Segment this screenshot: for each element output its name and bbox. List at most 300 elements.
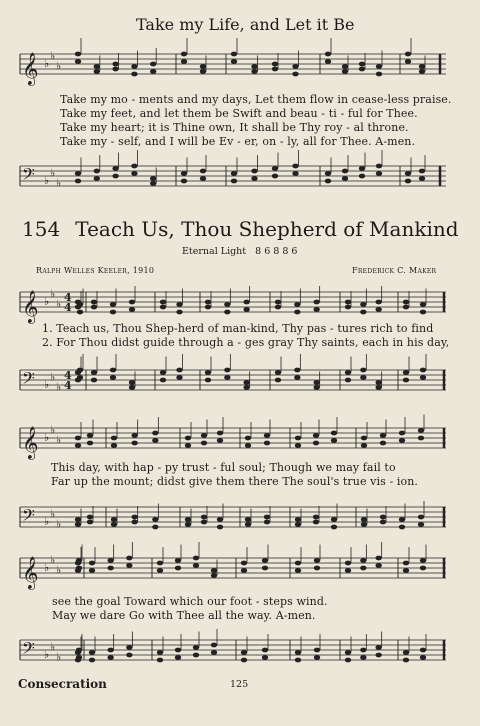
note-head xyxy=(342,69,348,74)
time-signature-top: 4 xyxy=(64,369,72,382)
flat-icon: ♭ xyxy=(50,423,56,437)
time-signature-bottom: 4 xyxy=(64,301,72,314)
note-head xyxy=(275,300,281,305)
note-head xyxy=(76,655,82,660)
note-head xyxy=(241,568,247,573)
flat-icon: ♭ xyxy=(50,49,56,63)
note-head xyxy=(418,522,424,527)
note-head xyxy=(110,375,116,380)
note-head xyxy=(75,517,81,522)
note-head xyxy=(175,655,181,660)
bass-staff-top xyxy=(0,156,480,196)
note-head xyxy=(262,566,268,571)
flat-icon: ♭ xyxy=(44,174,50,187)
flat-icon: ♭ xyxy=(44,648,50,661)
note-head xyxy=(87,515,93,520)
note-head xyxy=(77,368,83,373)
note-head xyxy=(420,648,426,653)
note-head xyxy=(403,568,409,573)
note-head xyxy=(359,166,365,171)
note-head xyxy=(126,645,132,650)
note-head xyxy=(126,556,132,561)
note-head xyxy=(181,179,187,184)
author-credit: Ralph Welles Keeler, 1910 xyxy=(36,266,155,275)
note-head xyxy=(420,655,426,660)
note-head xyxy=(360,566,366,571)
note-head xyxy=(403,305,409,310)
note-head xyxy=(359,67,365,72)
system-1-verse-2: 2. For Thou didst guide through a - ges gray Thy saints, each in his day, xyxy=(42,336,450,349)
note-head xyxy=(264,441,270,446)
note-head xyxy=(262,655,268,660)
note-head xyxy=(313,300,319,305)
note-head xyxy=(211,643,217,648)
note-head xyxy=(360,310,366,315)
note-head xyxy=(152,525,158,530)
note-head xyxy=(419,176,425,181)
flat-icon: ♭ xyxy=(44,561,50,574)
note-head xyxy=(217,517,223,522)
note-head xyxy=(111,436,117,441)
note-head xyxy=(205,378,211,383)
note-head xyxy=(380,515,386,520)
note-head xyxy=(295,658,301,663)
note-head xyxy=(131,64,137,69)
note-head xyxy=(345,305,351,310)
note-head xyxy=(262,558,268,563)
note-head xyxy=(205,305,211,310)
note-head xyxy=(152,431,158,436)
note-head xyxy=(375,385,381,390)
note-head xyxy=(345,568,351,573)
bass-clef-icon: 𝄢 xyxy=(22,368,35,392)
note-head xyxy=(405,52,411,57)
note-head xyxy=(262,648,268,653)
note-head xyxy=(77,310,83,315)
note-head xyxy=(243,300,249,305)
note-head xyxy=(331,525,337,530)
note-head xyxy=(313,515,319,520)
note-head xyxy=(331,517,337,522)
note-head xyxy=(211,650,217,655)
note-head xyxy=(131,171,137,176)
note-head xyxy=(231,171,237,176)
note-head xyxy=(359,62,365,67)
note-head xyxy=(403,650,409,655)
note-head xyxy=(112,174,118,179)
note-head xyxy=(157,658,163,663)
note-head xyxy=(418,436,424,441)
system-2-verse-1: This day, with hap - py trust - ful soul; Though we may fail to xyxy=(51,461,396,474)
bass-clef-icon: 𝄢 xyxy=(22,505,35,529)
note-head xyxy=(272,174,278,179)
note-head xyxy=(87,433,93,438)
note-head xyxy=(200,176,206,181)
note-head xyxy=(150,62,156,67)
note-head xyxy=(91,305,97,310)
note-head xyxy=(231,59,237,64)
note-head xyxy=(292,64,298,69)
note-head xyxy=(345,300,351,305)
flat-icon: ♭ xyxy=(56,297,62,311)
note-head xyxy=(157,561,163,566)
note-head xyxy=(403,561,409,566)
note-head xyxy=(111,443,117,448)
note-head xyxy=(314,566,320,571)
note-head xyxy=(420,302,426,307)
note-head xyxy=(175,558,181,563)
note-head xyxy=(359,174,365,179)
note-head xyxy=(243,307,249,312)
bass-staff-3 xyxy=(0,630,480,674)
note-head xyxy=(76,566,82,571)
note-head xyxy=(251,64,257,69)
note-head xyxy=(241,561,247,566)
note-head xyxy=(313,385,319,390)
note-head xyxy=(160,300,166,305)
note-head xyxy=(331,431,337,436)
note-head xyxy=(245,436,251,441)
note-head xyxy=(152,438,158,443)
flat-icon: ♭ xyxy=(50,370,56,384)
flat-icon: ♭ xyxy=(56,650,62,664)
note-head xyxy=(292,164,298,169)
note-head xyxy=(217,525,223,530)
note-head xyxy=(110,368,116,373)
note-head xyxy=(420,566,426,571)
note-head xyxy=(201,515,207,520)
note-head xyxy=(375,307,381,312)
note-head xyxy=(345,370,351,375)
note-head xyxy=(205,370,211,375)
verse-line-3: Take my heart; it is Thine own, It shall be Thy roy - al throne. xyxy=(60,121,409,134)
note-head xyxy=(152,517,158,522)
note-head xyxy=(201,520,207,525)
note-head xyxy=(325,179,331,184)
note-head xyxy=(175,648,181,653)
note-head xyxy=(231,52,237,57)
note-head xyxy=(129,300,135,305)
flat-icon: ♭ xyxy=(50,166,56,180)
note-head xyxy=(241,658,247,663)
note-head xyxy=(380,441,386,446)
note-head xyxy=(361,436,367,441)
note-head xyxy=(150,69,156,74)
note-head xyxy=(275,305,281,310)
note-head xyxy=(325,171,331,176)
composer-credit: Frederick C. Maker xyxy=(352,266,437,275)
note-head xyxy=(94,64,100,69)
note-head xyxy=(112,62,118,67)
note-head xyxy=(375,653,381,658)
note-head xyxy=(200,169,206,174)
note-head xyxy=(399,431,405,436)
note-head xyxy=(313,520,319,525)
bass-clef-icon: 𝄢 xyxy=(22,638,35,662)
note-head xyxy=(251,69,257,74)
note-head xyxy=(264,520,270,525)
note-head xyxy=(314,558,320,563)
note-head xyxy=(360,302,366,307)
note-head xyxy=(211,568,217,573)
note-head xyxy=(160,305,166,310)
treble-clef-icon: 𝄞 xyxy=(22,556,39,589)
note-head xyxy=(112,67,118,72)
note-head xyxy=(420,375,426,380)
note-head xyxy=(131,515,137,520)
note-head xyxy=(107,648,113,653)
note-head xyxy=(345,378,351,383)
note-head xyxy=(75,443,81,448)
system-3-verse-2: May we dare Go with Thee all the way. A-men. xyxy=(52,609,316,622)
note-head xyxy=(313,380,319,385)
treble-staff-2 xyxy=(0,418,480,462)
note-head xyxy=(294,375,300,380)
note-head xyxy=(294,310,300,315)
note-head xyxy=(176,302,182,307)
note-head xyxy=(185,517,191,522)
note-head xyxy=(294,302,300,307)
bass-staff-2 xyxy=(0,497,480,541)
note-head xyxy=(224,310,230,315)
note-head xyxy=(76,648,82,653)
note-head xyxy=(160,370,166,375)
bass-clef-icon: 𝄢 xyxy=(22,164,35,188)
time-signature-top: 4 xyxy=(64,291,72,304)
hymn-title: Teach Us, Thou Shepherd of Mankind xyxy=(75,217,459,241)
note-head xyxy=(345,658,351,663)
note-head xyxy=(403,378,409,383)
note-head xyxy=(264,433,270,438)
note-head xyxy=(272,62,278,67)
note-head xyxy=(325,59,331,64)
note-head xyxy=(91,378,97,383)
note-head xyxy=(314,648,320,653)
note-head xyxy=(375,563,381,568)
note-head xyxy=(360,375,366,380)
note-head xyxy=(420,558,426,563)
note-head xyxy=(313,441,319,446)
note-head xyxy=(89,658,95,663)
note-head xyxy=(360,558,366,563)
flat-icon: ♭ xyxy=(44,431,50,444)
note-head xyxy=(89,561,95,566)
note-head xyxy=(360,655,366,660)
note-head xyxy=(217,431,223,436)
note-head xyxy=(361,517,367,522)
treble-clef-icon: 𝄞 xyxy=(22,52,39,85)
note-head xyxy=(376,164,382,169)
note-head xyxy=(345,650,351,655)
verse-line-1: Take my mo - ments and my days, Let them flow in cease-less praise. xyxy=(60,93,452,106)
note-head xyxy=(295,517,301,522)
note-head xyxy=(111,522,117,527)
note-head xyxy=(361,522,367,527)
page-number: 125 xyxy=(230,679,249,690)
note-head xyxy=(150,181,156,186)
note-head xyxy=(131,72,137,77)
note-head xyxy=(419,64,425,69)
flat-icon: ♭ xyxy=(56,380,62,394)
note-head xyxy=(75,179,81,184)
flat-icon: ♭ xyxy=(50,553,56,567)
bass-staff-1 xyxy=(0,360,480,404)
note-head xyxy=(380,433,386,438)
note-head xyxy=(295,650,301,655)
note-head xyxy=(107,566,113,571)
note-head xyxy=(181,59,187,64)
note-head xyxy=(245,517,251,522)
flat-icon: ♭ xyxy=(44,295,50,308)
note-head xyxy=(403,658,409,663)
system-3-verse-1: see the goal Toward which our foot - steps wind. xyxy=(52,595,328,608)
note-head xyxy=(75,52,81,57)
note-head xyxy=(403,300,409,305)
hymn-title-top: Take my Life, and Let it Be xyxy=(136,15,355,34)
note-head xyxy=(295,436,301,441)
note-head xyxy=(107,655,113,660)
note-head xyxy=(295,443,301,448)
note-head xyxy=(75,171,81,176)
note-head xyxy=(331,438,337,443)
note-head xyxy=(112,166,118,171)
note-head xyxy=(77,302,83,307)
note-head xyxy=(224,302,230,307)
note-head xyxy=(360,368,366,373)
note-head xyxy=(376,171,382,176)
flat-icon: ♭ xyxy=(56,433,62,447)
note-head xyxy=(131,164,137,169)
note-head xyxy=(91,370,97,375)
note-head xyxy=(185,443,191,448)
note-head xyxy=(176,310,182,315)
note-head xyxy=(264,515,270,520)
note-head xyxy=(251,176,257,181)
note-head xyxy=(419,169,425,174)
note-head xyxy=(272,67,278,72)
note-head xyxy=(405,171,411,176)
note-head xyxy=(200,64,206,69)
note-head xyxy=(375,380,381,385)
note-head xyxy=(89,650,95,655)
note-head xyxy=(193,645,199,650)
note-head xyxy=(181,171,187,176)
note-head xyxy=(375,556,381,561)
note-head xyxy=(314,655,320,660)
note-head xyxy=(201,441,207,446)
note-head xyxy=(380,520,386,525)
system-2-verse-2: Far up the mount; didst give them there The soul's true vis - ion. xyxy=(51,475,418,488)
note-head xyxy=(110,302,116,307)
note-head xyxy=(420,310,426,315)
flat-icon: ♭ xyxy=(56,176,62,190)
hymn-header xyxy=(22,217,459,241)
note-head xyxy=(205,300,211,305)
flat-icon: ♭ xyxy=(50,507,56,521)
flat-icon: ♭ xyxy=(56,563,62,577)
note-head xyxy=(211,573,217,578)
note-head xyxy=(295,522,301,527)
treble-staff-3 xyxy=(0,548,480,592)
note-head xyxy=(342,64,348,69)
note-head xyxy=(375,645,381,650)
note-head xyxy=(295,568,301,573)
note-head xyxy=(243,380,249,385)
note-head xyxy=(420,368,426,373)
note-head xyxy=(176,368,182,373)
note-head xyxy=(418,428,424,433)
system-1-verse-1: 1. Teach us, Thou Shep-herd of man-kind, Thy pas - tures rich to find xyxy=(42,322,434,335)
note-head xyxy=(89,568,95,573)
note-head xyxy=(399,517,405,522)
note-head xyxy=(325,52,331,57)
note-head xyxy=(294,368,300,373)
verse-line-4: Take my - self, and I will be Ev - er, on - ly, all for Thee. A-men. xyxy=(60,135,416,148)
note-head xyxy=(175,566,181,571)
flat-icon: ♭ xyxy=(50,287,56,301)
note-head xyxy=(251,169,257,174)
note-head xyxy=(185,522,191,527)
note-head xyxy=(94,169,100,174)
note-head xyxy=(157,568,163,573)
note-head xyxy=(87,520,93,525)
note-head xyxy=(131,520,137,525)
note-head xyxy=(245,443,251,448)
note-head xyxy=(360,648,366,653)
tune-line xyxy=(182,246,297,257)
treble-clef-icon: 𝄞 xyxy=(22,426,39,459)
note-head xyxy=(376,64,382,69)
note-head xyxy=(345,561,351,566)
note-head xyxy=(399,438,405,443)
note-head xyxy=(399,525,405,530)
note-head xyxy=(361,443,367,448)
flat-icon: ♭ xyxy=(56,59,62,73)
note-head xyxy=(129,307,135,312)
note-head xyxy=(129,385,135,390)
note-head xyxy=(110,310,116,315)
note-head xyxy=(275,378,281,383)
note-head xyxy=(76,558,82,563)
note-head xyxy=(292,171,298,176)
note-head xyxy=(342,169,348,174)
note-head xyxy=(185,436,191,441)
note-head xyxy=(131,441,137,446)
note-head xyxy=(275,370,281,375)
note-head xyxy=(201,433,207,438)
note-head xyxy=(157,650,163,655)
note-head xyxy=(181,52,187,57)
note-head xyxy=(342,176,348,181)
note-head xyxy=(87,441,93,446)
flat-icon: ♭ xyxy=(44,515,50,528)
tune-name: Eternal Light xyxy=(182,246,247,257)
note-head xyxy=(193,653,199,658)
verse-line-2: Take my feet, and let them be Swift and beau - ti - ful for Thee. xyxy=(60,107,418,120)
note-head xyxy=(126,563,132,568)
note-head xyxy=(241,650,247,655)
flat-icon: ♭ xyxy=(56,517,62,531)
note-head xyxy=(272,166,278,171)
note-head xyxy=(313,307,319,312)
note-head xyxy=(77,375,83,380)
note-head xyxy=(295,561,301,566)
hymn-number: 154 xyxy=(22,217,61,241)
note-head xyxy=(224,375,230,380)
note-head xyxy=(150,176,156,181)
treble-clef-icon: 𝄞 xyxy=(22,290,39,323)
note-head xyxy=(75,436,81,441)
